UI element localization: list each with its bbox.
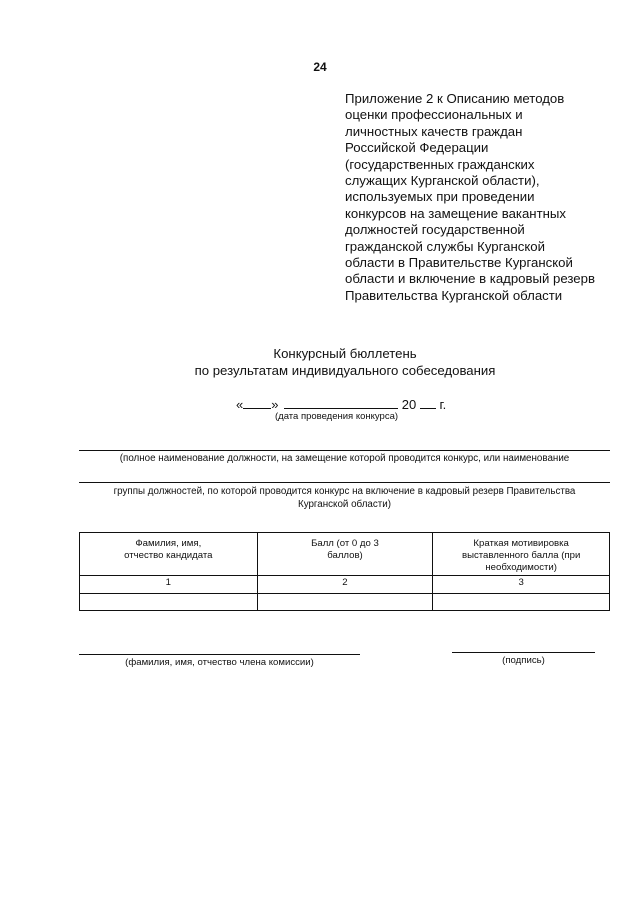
motivation-cell[interactable]: [433, 594, 610, 611]
bulletin-title: [0, 345, 640, 379]
appendix-line: Правительства Курганской области: [345, 287, 563, 303]
appendix-line: конкурсов на замещение вакантных: [345, 205, 566, 221]
date-line: [236, 396, 446, 412]
results-table: [79, 532, 610, 611]
table-number-row: [80, 576, 610, 594]
appendix-line: оценки профессиональных и: [345, 107, 523, 123]
appendix-line: гражданской службы Курганской: [345, 238, 545, 254]
year-prefix: 20: [401, 397, 417, 412]
table-header-row: [80, 533, 610, 576]
day-blank[interactable]: [243, 396, 271, 409]
appendix-line: Приложение 2 к Описанию методов: [345, 91, 565, 106]
bulletin-title-line1: Конкурсный бюллетень: [273, 346, 417, 361]
appendix-line: личностных качеств граждан: [345, 123, 523, 139]
page-number: 24: [313, 60, 327, 74]
score-cell[interactable]: [257, 594, 433, 611]
column-number-1: 1: [80, 576, 258, 594]
position-name-line[interactable]: [79, 450, 610, 451]
date-close-quote: »: [271, 397, 279, 412]
appendix-line: области и включение в кадровый резерв: [345, 271, 595, 287]
year-blank[interactable]: [420, 396, 436, 409]
column-number-3: 3: [433, 576, 610, 594]
member-name-caption: (фамилия, имя, отчество члена комиссии): [125, 657, 314, 668]
member-name-line[interactable]: [79, 654, 360, 655]
header-motivation: Краткая мотивировка выставленного балла (при необходимости): [433, 533, 610, 576]
appendix-line: (государственных гражданских: [345, 156, 535, 172]
appendix-line: используемых при проведении: [345, 189, 535, 205]
column-number-2: 2: [257, 576, 433, 594]
header-candidate-name: Фамилия, имя, отчество кандидата: [80, 533, 258, 576]
position-caption-line2: группы должностей, по которой проводится конкурс на включение в кадровый резерв Правительства: [113, 486, 576, 497]
signature-caption: (подпись): [502, 655, 545, 666]
month-blank[interactable]: [284, 396, 398, 409]
position-caption-line1: (полное наименование должности, на замещение которой проводится конкурс, или наименование: [119, 453, 570, 464]
appendix-line: Российской Федерации: [345, 140, 489, 156]
header-score: Балл (от 0 до 3 баллов): [257, 533, 433, 576]
bulletin-title-line2: по результатам индивидуального собеседования: [194, 363, 496, 378]
candidate-name-cell[interactable]: [80, 594, 258, 611]
date-caption: (дата проведения конкурса): [275, 411, 399, 422]
position-caption-line3: Курганской области): [297, 499, 391, 510]
appendix-line: должностей государственной: [345, 222, 525, 238]
signature-line[interactable]: [452, 652, 595, 653]
table-row: [80, 594, 610, 611]
appendix-line: области в Правительстве Курганской: [345, 255, 573, 271]
appendix-header: [345, 91, 625, 304]
date-open-quote: «: [236, 397, 244, 412]
group-name-line[interactable]: [79, 482, 610, 483]
year-suffix: г.: [439, 397, 447, 412]
appendix-line: служащих Курганской области),: [345, 173, 540, 189]
